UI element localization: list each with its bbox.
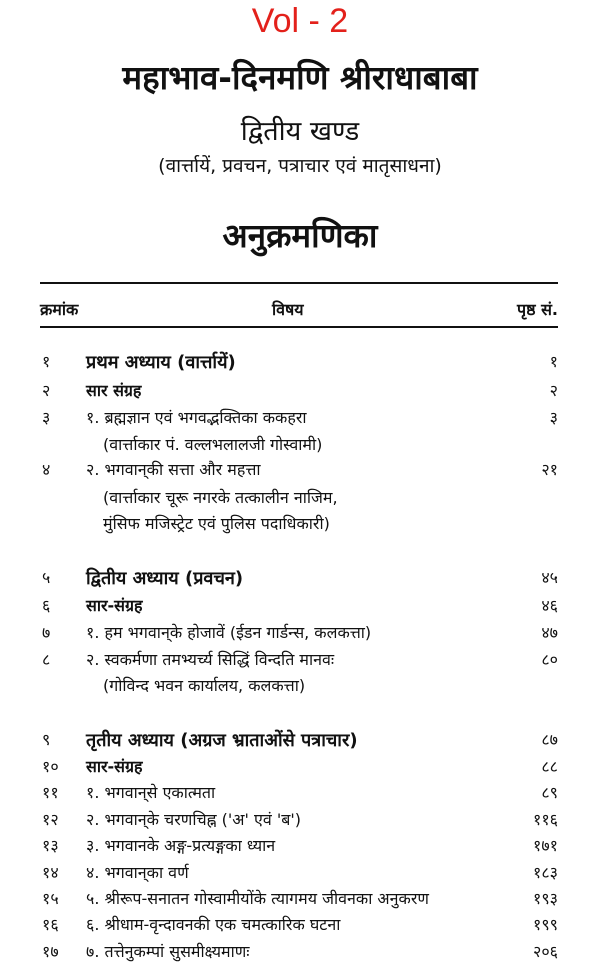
entry-page: १९३: [533, 889, 558, 908]
part-description: (वार्त्तायें, प्रवचन, पत्राचार एवं मातृसाधना): [158, 155, 442, 177]
entry-title: ५. श्रीरूप-सनातन गोस्वामीयोंके त्यागमय जीवनका अनुकरण: [86, 889, 429, 908]
entry-number: १४: [42, 863, 59, 882]
entry-number: १: [42, 352, 51, 371]
toc-row[interactable]: [0, 887, 600, 915]
entry-number: ९: [42, 730, 51, 749]
toc-row[interactable]: [0, 834, 600, 862]
entry-page: ८८: [541, 757, 558, 776]
entry-page: २०६: [533, 942, 558, 961]
entry-number: १६: [42, 915, 59, 934]
toc-row[interactable]: [0, 458, 600, 486]
entry-number: १३: [42, 836, 59, 855]
column-header-serial: क्रमांक: [40, 300, 79, 319]
entry-title: २. भगवान्‌के चरणचिह्न ('अ' एवं 'ब'): [86, 810, 302, 829]
entry-title: १. हम भगवान्‌के होजावें (ईडन गार्डन्स, कलकत्ता): [86, 623, 372, 642]
toc-row[interactable]: [0, 350, 600, 378]
contents-heading: अनुक्रमणिका: [222, 216, 378, 255]
entry-title: १. भगवान्‌से एकात्मता: [86, 783, 216, 802]
toc-row[interactable]: [0, 781, 600, 809]
toc-row[interactable]: [0, 621, 600, 649]
entry-subtext: (वार्त्ताकार पं. वल्लभलालजी गोस्वामी): [103, 435, 323, 454]
toc-row[interactable]: [0, 755, 600, 783]
entry-page: २१: [541, 460, 558, 479]
chapter-title: तृतीय अध्याय (अग्रज भ्राताओंसे पत्राचार): [86, 730, 358, 751]
entry-number: ८: [42, 650, 51, 669]
entry-page: ३: [549, 408, 558, 427]
entry-page: ४५: [541, 568, 558, 587]
chapter-title: द्वितीय अध्याय (प्रवचन): [86, 568, 244, 589]
toc-row[interactable]: [0, 940, 600, 968]
entry-title: ४. भगवान्‌का वर्ण: [86, 863, 189, 882]
column-header-subject: विषय: [272, 300, 304, 319]
entry-number: ६: [42, 596, 51, 615]
entry-page: १९९: [533, 915, 558, 934]
entry-page: २: [549, 381, 558, 400]
top-rule: [40, 282, 558, 284]
entry-title: ७. तत्तेनुकम्पां सुसमीक्ष्यमाणः: [86, 942, 250, 961]
entry-title: ३. भगवानके अङ्ग-प्रत्यङ्गका ध्यान: [86, 836, 276, 855]
entry-page: ८७: [541, 730, 558, 749]
entry-title: ६. श्रीधाम-वृन्दावनकी एक चमत्कारिक घटना: [86, 915, 341, 934]
entry-title: सार संग्रह: [86, 381, 142, 400]
entry-title: १. ब्रह्मज्ञान एवं भगवद्भक्तिका ककहरा: [86, 408, 307, 427]
toc-row[interactable]: [0, 913, 600, 941]
entry-page: ११६: [533, 810, 558, 829]
entry-page: ८९: [541, 783, 558, 802]
entry-page: ४६: [541, 596, 558, 615]
header-rule: [40, 326, 558, 328]
entry-number: ७: [42, 623, 51, 642]
volume-label: Vol - 2: [251, 2, 349, 40]
entry-number: १२: [42, 810, 59, 829]
entry-title: सार-संग्रह: [86, 757, 143, 776]
toc-row[interactable]: [0, 728, 600, 756]
entry-title: २. भगवान्‌की सत्ता और महत्ता: [86, 460, 261, 479]
entry-number: १७: [42, 942, 59, 961]
chapter-title: प्रथम अध्याय (वार्त्तायें): [86, 352, 236, 373]
entry-title: २. स्वकर्मणा तमभ्यर्च्य सिद्धिं विन्दति मानवः: [86, 650, 335, 669]
entry-number: ३: [42, 408, 51, 427]
toc-row[interactable]: [0, 566, 600, 594]
entry-number: ११: [42, 783, 59, 802]
entry-title: सार-संग्रह: [86, 596, 143, 615]
entry-subtext: (गोविन्द भवन कार्यालय, कलकत्ता): [103, 676, 306, 695]
entry-number: ४: [42, 460, 51, 479]
toc-row[interactable]: [0, 648, 600, 676]
column-header-page: पृष्ठ सं.: [517, 300, 558, 319]
entry-page: ४७: [541, 623, 558, 642]
entry-page: १८३: [533, 863, 558, 882]
toc-row[interactable]: [0, 406, 600, 434]
book-title: महाभाव-दिनमणि श्रीराधाबाबा: [122, 58, 478, 97]
entry-subtext: (वार्त्ताकार चूरू नगरके तत्कालीन नाजिम,: [103, 488, 338, 507]
entry-page: ८०: [541, 650, 558, 669]
entry-number: १५: [42, 889, 59, 908]
part-title: द्वितीय खण्ड: [240, 116, 360, 147]
entry-number: १०: [42, 757, 59, 776]
entry-number: ५: [42, 568, 51, 587]
entry-subtext: मुंसिफ मजिस्ट्रेट एवं पुलिस पदाधिकारी): [103, 514, 330, 533]
entry-page: १: [549, 352, 558, 371]
toc-row[interactable]: [0, 861, 600, 889]
entry-number: २: [42, 381, 51, 400]
toc-row[interactable]: [0, 379, 600, 407]
entry-page: १७१: [533, 836, 558, 855]
toc-row[interactable]: [0, 594, 600, 622]
toc-row[interactable]: [0, 808, 600, 836]
